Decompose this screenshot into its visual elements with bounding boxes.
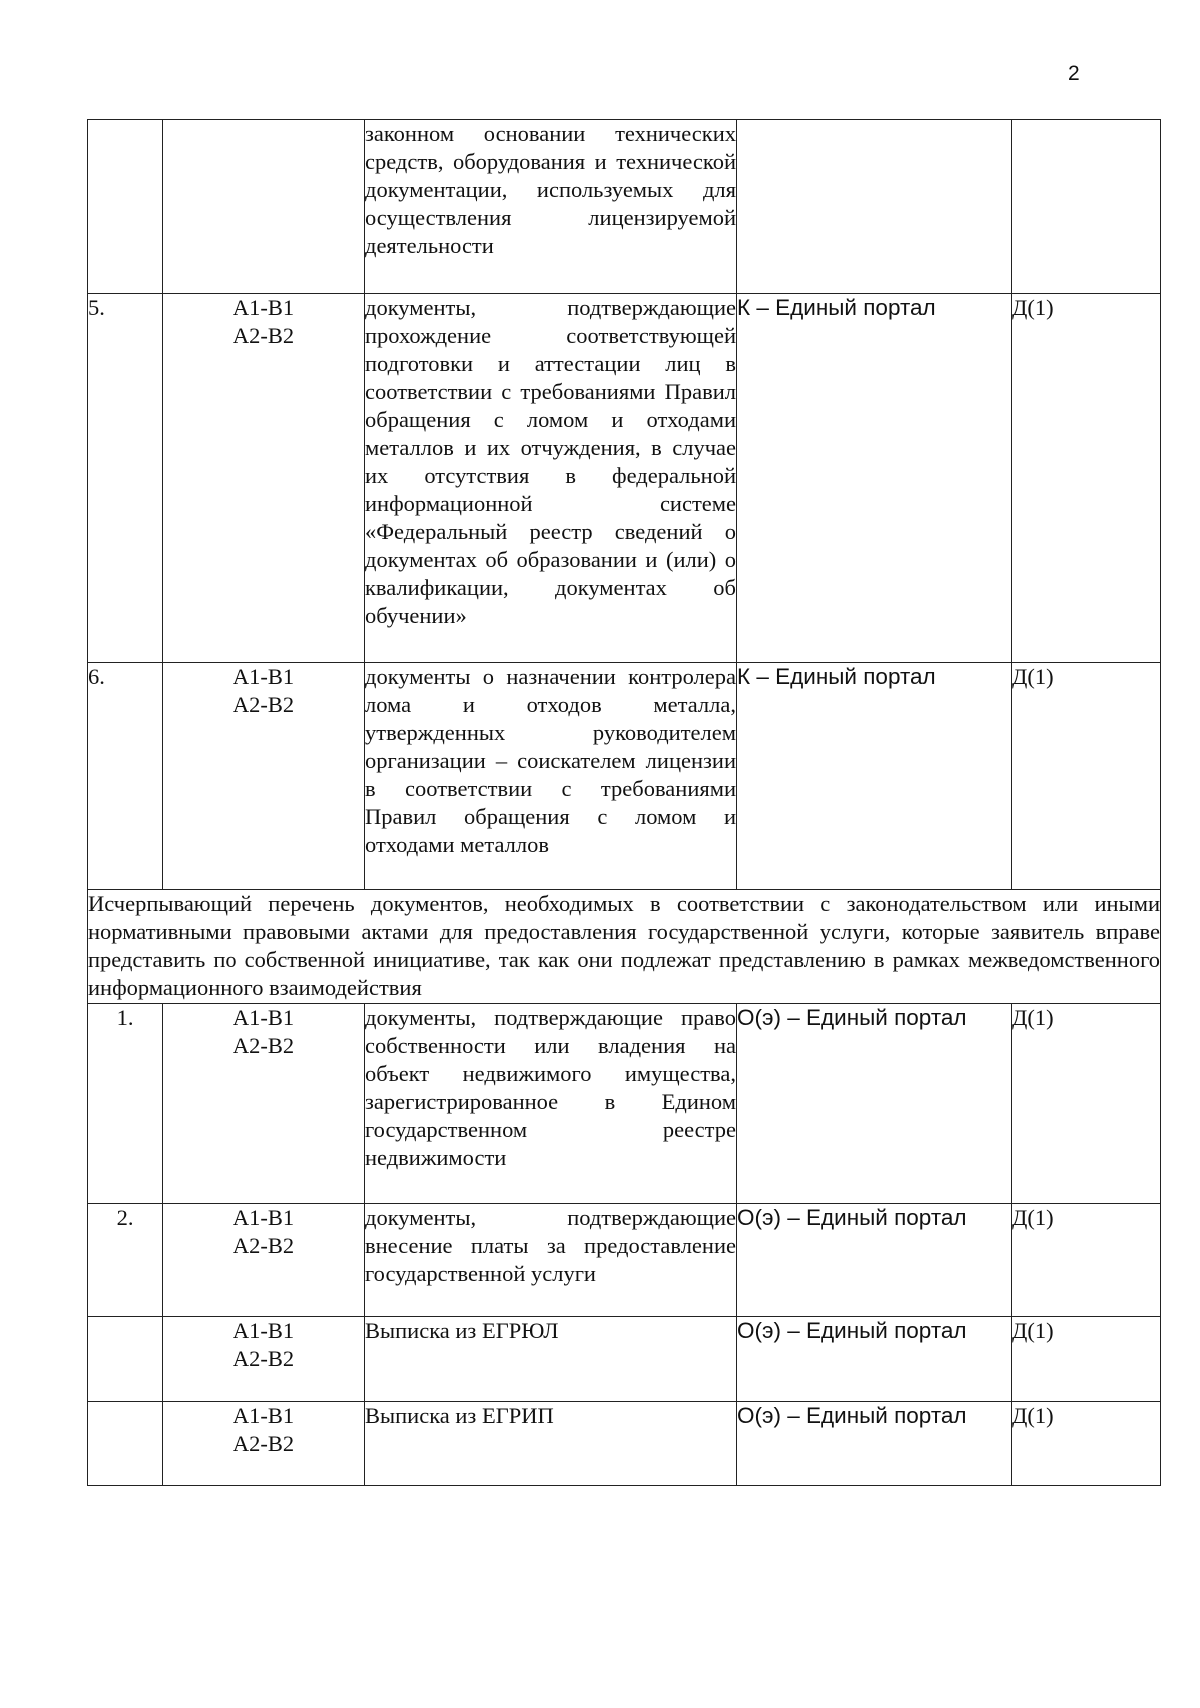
code-line: А2-В2	[232, 323, 295, 348]
description-cell: документы, подтверждающие прохождение соответствующей подготовки и аттестации лиц в соответствии с требованиями Правил обращения с ломом и отходами металлов и их отчуждения, в случае их отсутствия в федеральной информационной системе «Федеральный реестр сведений о документах об образовании и (или) о квалификации, документах об обучении»	[365, 294, 737, 663]
description-cell: Выписка из ЕГРЮЛ	[365, 1317, 737, 1402]
row-number-cell	[88, 1317, 163, 1402]
table-row	[88, 1004, 1161, 1204]
code-line: А2-В2	[232, 1346, 295, 1371]
row-number-cell: 5.	[88, 294, 163, 663]
row-number-cell	[88, 120, 163, 294]
section-header-row	[88, 890, 1161, 1004]
code-cell	[163, 1402, 365, 1486]
table-row	[88, 1402, 1161, 1486]
row-number-cell: 2.	[88, 1204, 163, 1317]
source-cell: К – Единый портал	[737, 294, 1012, 663]
code-line: А1-В1	[232, 664, 295, 689]
table-row	[88, 120, 1161, 294]
description-cell: законном основании технических средств, оборудования и технической документации, используемых для осуществления лицензируемой деятельности	[365, 120, 737, 294]
code-line: А1-В1	[232, 1318, 295, 1343]
code-line: А2-В2	[232, 1033, 295, 1058]
section-header: Исчерпывающий перечень документов, необходимых в соответствии с законодательством или иными нормативными правовыми актами для предоставления государственной услуги, которые заявитель вправе представить по собственной инициативе, так как они подлежат представлению в рамках межведомственного информационного взаимодействия	[88, 890, 1161, 1004]
code-line: А1-В1	[232, 1005, 295, 1030]
source-cell	[737, 120, 1012, 294]
requirement-cell: Д(1)	[1012, 1004, 1161, 1204]
description-cell: документы о назначении контролера лома и отходов металла, утвержденных руководителем организации – соискателем лицензии в соответствии с требованиями Правил обращения с ломом и отходами металлов	[365, 663, 737, 890]
code-line: А1-В1	[232, 1205, 295, 1230]
requirement-cell: Д(1)	[1012, 663, 1161, 890]
source-cell: О(э) – Единый портал	[737, 1402, 1012, 1486]
requirement-cell: Д(1)	[1012, 1204, 1161, 1317]
source-cell: О(э) – Единый портал	[737, 1317, 1012, 1402]
table-row	[88, 1204, 1161, 1317]
code-line: А1-В1	[232, 295, 295, 320]
row-number-cell: 1.	[88, 1004, 163, 1204]
documents-table	[87, 119, 1161, 1486]
code-cell	[163, 1317, 365, 1402]
source-cell: О(э) – Единый портал	[737, 1204, 1012, 1317]
description-cell: Выписка из ЕГРИП	[365, 1402, 737, 1486]
code-cell	[163, 294, 365, 663]
requirement-cell: Д(1)	[1012, 1317, 1161, 1402]
code-line: А2-В2	[232, 1431, 295, 1456]
table-row	[88, 663, 1161, 890]
requirement-cell: Д(1)	[1012, 1402, 1161, 1486]
row-number-cell	[88, 1402, 163, 1486]
description-cell: документы, подтверждающие право собственности или владения на объект недвижимого имущества, зарегистрированное в Едином государственном реестре недвижимости	[365, 1004, 737, 1204]
code-cell	[163, 663, 365, 890]
table-row	[88, 294, 1161, 663]
code-line: А2-В2	[232, 1233, 295, 1258]
code-cell	[163, 1004, 365, 1204]
code-line: А2-В2	[232, 692, 295, 717]
source-cell: О(э) – Единый портал	[737, 1004, 1012, 1204]
requirement-cell: Д(1)	[1012, 294, 1161, 663]
page-number: 2	[1068, 62, 1080, 85]
code-line: А1-В1	[232, 1403, 295, 1428]
table-row	[88, 1317, 1161, 1402]
code-cell	[163, 120, 365, 294]
description-cell: документы, подтверждающие внесение платы за предоставление государственной услуги	[365, 1204, 737, 1317]
source-cell: К – Единый портал	[737, 663, 1012, 890]
code-cell	[163, 1204, 365, 1317]
row-number-cell: 6.	[88, 663, 163, 890]
requirement-cell	[1012, 120, 1161, 294]
